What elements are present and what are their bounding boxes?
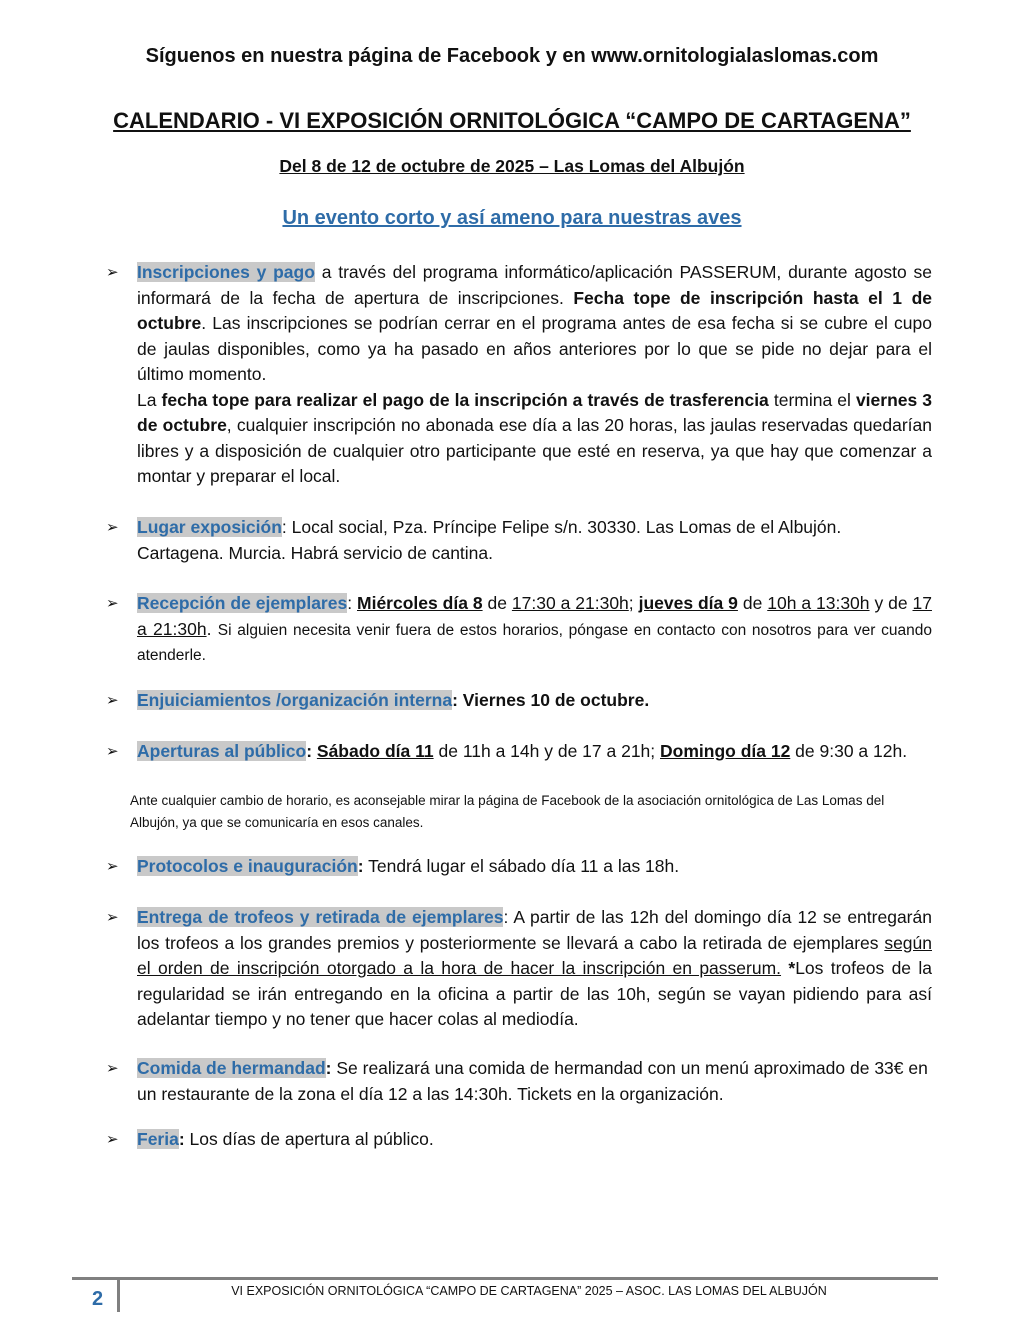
item-text: : Viernes 10 de octubre. [452,690,650,710]
list-item-feria [106,1127,932,1153]
item-colon: : [325,1058,332,1078]
page-title: CALENDARIO - VI EXPOSICIÓN ORNITOLÓGICA “CAMPO DE CARTAGENA” [113,108,911,133]
item-text: de 9:30 a 12h. [790,741,908,761]
item-text: de 11h a 14h y de 17 a 21h; [433,741,661,761]
item-text: : [347,593,357,613]
list-item-entrega [106,905,932,1033]
item-text: Los trofeos de la regularidad se irán entregando en la oficina a partir de las 10h, según se vayan pidiendo para así adelantar tiempo y no tener que hacer colas al mediodía. [137,958,932,1029]
day-text: Domingo día 12 [660,741,791,761]
item-text: , cualquier inscripción no abonada ese día a las 20 horas, las jaulas reservadas quedarían libres y a disposición de cualquier otro participante que esté en reserva, ya que hay que comenzar a montar y preparar el local. [137,415,932,486]
schedule-change-note: Ante cualquier cambio de horario, es aconsejable mirar la página de Facebook de la asociación ornitológica de Las Lomas del Albujón, ya que se comunicaría en esos canales. [130,793,885,830]
item-colon: : [178,1129,185,1149]
item-note: Si alguien necesita venir fuera de estos horarios, póngase en contacto con nosotros para ver cuando atenderle. [137,621,932,664]
item-text: de [737,593,768,613]
item-text: Tendrá lugar el sábado día 11 a las 18h. [363,856,680,876]
item-text: : A partir de las 12h del domingo día 12 se entregarán los trofeos a los grandes premios y posteriormente se llevará a cabo la retirada de ejemplares [137,907,932,953]
item-text: y de [869,593,913,613]
event-dates: Del 8 de 12 de octubre de 2025 – Las Lomas del Albujón [279,156,745,176]
item-text: La [137,389,162,410]
day-text: jueves día 9 [638,593,738,613]
arrow-bullet-icon: ➢ [106,595,119,612]
item-label: Entrega de trofeos y retirada de ejemplares [137,907,504,927]
item-text: Los días de apertura al público. [184,1129,434,1149]
item-label: Protocolos e inauguración [137,856,358,876]
item-text: Se realizará una comida de hermandad con un menú aproximado de 33€ en un restaurante de la zona el día 12 a las 14:30h. Tickets en la organización. [137,1058,928,1104]
item-label: Aperturas al público [137,741,307,761]
arrow-bullet-icon: ➢ [106,858,119,875]
payment-deadline-text: fecha tope para realizar el pago de la inscripción a través de trasferencia [161,389,769,410]
payment-deadline-date: viernes 3 de octubre [137,389,933,435]
arrow-bullet-icon: ➢ [106,519,119,536]
item-text: de [482,593,512,613]
hours-text: 17:30 a 21:30h [511,593,629,613]
day-text: Sábado día 11 [316,741,434,761]
arrow-bullet-icon: ➢ [106,264,119,281]
item-label: Feria [137,1129,179,1149]
arrow-bullet-icon: ➢ [106,1131,119,1148]
item-text: termina el [768,389,856,410]
item-colon: : [357,856,364,876]
hours-text: 17 a 21:30h [137,593,932,639]
item-text: . Las inscripciones se podrían cerrar en el programa antes de esa fecha si se cubre el cupo de jaulas disponibles, como ya ha pasado en años anteriores por lo que se pide no dejar para el último momento. [137,313,932,384]
order-text: según el orden de inscripción otorgado a la hora de hacer la inscripción en passerum. [137,932,932,978]
event-tagline: Un evento corto y así ameno para nuestras aves [282,207,742,229]
list-item-inscripciones [106,260,932,490]
item-text: ; [628,593,639,613]
footer-text: VI EXPOSICIÓN ORNITOLÓGICA “CAMPO DE CARTAGENA” 2025 – ASOC. LAS LOMAS DEL ALBUJÓN [231,1284,827,1298]
arrow-bullet-icon: ➢ [106,743,119,760]
item-label: Inscripciones y pago [137,262,315,282]
arrow-bullet-icon: ➢ [106,1060,119,1077]
list-item-protocolos [106,854,932,880]
list-item-recepcion [106,591,932,668]
hours-text: 10h a 13:30h [767,593,870,613]
list-item-aperturas [106,739,932,765]
list-item-comida [106,1056,932,1107]
item-text: : [306,741,317,761]
arrow-bullet-icon: ➢ [106,692,119,709]
deadline-text: Fecha tope de inscripción hasta el 1 de octubre [137,287,932,333]
item-label: Lugar exposición [137,517,282,537]
day-text: Miércoles día 8 [357,593,483,613]
page-number: 2 [92,1288,104,1310]
list-item-enjuiciamientos [106,688,932,714]
item-text: a través del programa informático/aplicación PASSERUM, durante agosto se informará de la fecha de apertura de inscripciones. [137,262,933,308]
item-text: . [206,618,218,639]
footer-divider [72,1277,938,1280]
follow-us-note: Síguenos en nuestra página de Facebook y en www.ornitologialaslomas.com [145,45,879,67]
asterisk: * [788,958,796,978]
arrow-bullet-icon: ➢ [106,909,119,926]
list-item-lugar [106,515,932,566]
item-label: Recepción de ejemplares [137,593,348,613]
item-text: : Local social, Pza. Príncipe Felipe s/n. 30330. Las Lomas de el Albujón. Cartagena. Murcia. Habrá servicio de cantina. [137,517,842,563]
item-label: Enjuiciamientos /organización interna [137,690,453,710]
item-label: Comida de hermandad [137,1058,326,1078]
